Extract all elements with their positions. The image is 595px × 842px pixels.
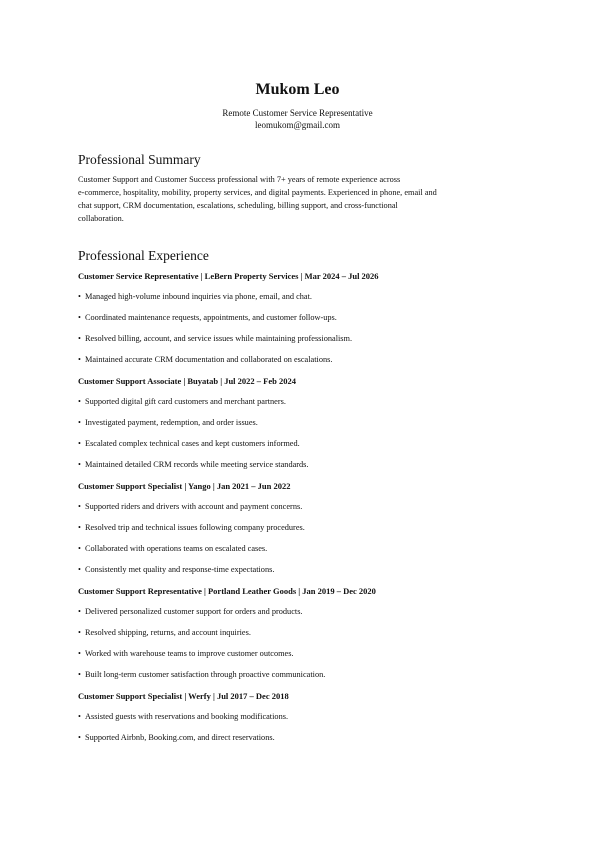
bullet-icon: • xyxy=(78,733,81,742)
bullet-icon: • xyxy=(78,607,81,616)
bullet-icon: • xyxy=(78,334,81,343)
bullet-icon: • xyxy=(78,502,81,511)
bullet-text: Resolved shipping, returns, and account inquiries. xyxy=(85,628,251,637)
job-bullet xyxy=(78,333,352,345)
bullet-text: Resolved trip and technical issues following company procedures. xyxy=(85,523,305,532)
bullet-icon: • xyxy=(78,523,81,532)
contact-email: leomukom@gmail.com xyxy=(254,120,341,130)
job-bullet xyxy=(78,711,288,723)
job-title: Customer Service Representative | LeBern Property Services | Mar 2024 – Jul 2026 xyxy=(78,271,379,281)
bullet-text: Maintained detailed CRM records while meeting service standards. xyxy=(85,460,309,469)
job-bullet xyxy=(78,291,312,303)
bullet-icon: • xyxy=(78,292,81,301)
bullet-icon: • xyxy=(78,439,81,448)
bullet-icon: • xyxy=(78,397,81,406)
bullet-text: Maintained accurate CRM documentation and collaborated on escalations. xyxy=(85,355,333,364)
bullet-icon: • xyxy=(78,712,81,721)
job-title: Customer Support Representative | Portland Leather Goods | Jan 2019 – Dec 2020 xyxy=(78,586,376,596)
bullet-text: Supported riders and drivers with account and payment concerns. xyxy=(85,502,303,511)
bullet-text: Investigated payment, redemption, and order issues. xyxy=(85,418,258,427)
candidate-name: Mukom Leo xyxy=(255,81,340,98)
bullet-text: Consistently met quality and response-time expectations. xyxy=(85,565,275,574)
bullet-text: Escalated complex technical cases and kept customers informed. xyxy=(85,439,300,448)
bullet-text: Supported Airbnb, Booking.com, and direct reservations. xyxy=(85,733,275,742)
bullet-icon: • xyxy=(78,355,81,364)
job-bullet xyxy=(78,564,274,576)
bullet-text: Built long-term customer satisfaction through proactive communication. xyxy=(85,670,326,679)
bullet-icon: • xyxy=(78,418,81,427)
job-bullet xyxy=(78,438,300,450)
bullet-icon: • xyxy=(78,313,81,322)
job-bullet xyxy=(78,606,303,618)
job-title: Customer Support Specialist | Werfy | Jul 2017 – Dec 2018 xyxy=(78,691,289,701)
bullet-icon: • xyxy=(78,649,81,658)
bullet-text: Delivered personalized customer support for orders and products. xyxy=(85,607,303,616)
job-bullet xyxy=(78,417,258,429)
job-bullet xyxy=(78,522,305,534)
job-bullet xyxy=(78,396,286,408)
bullet-text: Assisted guests with reservations and booking modifications. xyxy=(85,712,289,721)
bullet-icon: • xyxy=(78,628,81,637)
job-title: Customer Support Associate | Buyatab | Jul 2022 – Feb 2024 xyxy=(78,376,296,386)
job-title: Customer Support Specialist | Yango | Jan 2021 – Jun 2022 xyxy=(78,481,291,491)
experience-heading: Professional Experience xyxy=(78,248,209,263)
summary-heading: Professional Summary xyxy=(78,152,201,167)
summary-text: Customer Support and Customer Success professional with 7+ years of remote experience across e-commerce, hospitality, mobility, property services, and digital payments. Experienced in phone, email and chat support, CRM documentation, escalations, scheduling, billing support, and cross-functional collaboration. xyxy=(78,175,437,224)
job-target-title: Remote Customer Service Representative xyxy=(222,108,373,118)
job-bullet xyxy=(78,627,251,639)
bullet-text: Managed high-volume inbound inquiries via phone, email, and chat. xyxy=(85,292,312,301)
job-bullet xyxy=(78,501,302,513)
job-bullet xyxy=(78,459,309,471)
job-bullet xyxy=(78,543,267,555)
bullet-text: Worked with warehouse teams to improve customer outcomes. xyxy=(85,649,294,658)
bullet-icon: • xyxy=(78,544,81,553)
job-bullet xyxy=(78,312,337,324)
job-bullet xyxy=(78,354,332,366)
bullet-icon: • xyxy=(78,670,81,679)
bullet-text: Supported digital gift card customers and merchant partners. xyxy=(85,397,286,406)
bullet-text: Resolved billing, account, and service issues while maintaining professionalism. xyxy=(85,334,353,343)
job-bullet xyxy=(78,669,325,681)
job-bullet xyxy=(78,648,294,660)
bullet-icon: • xyxy=(78,565,81,574)
job-bullet xyxy=(78,732,275,744)
bullet-text: Coordinated maintenance requests, appointments, and customer follow-ups. xyxy=(85,313,337,322)
bullet-text: Collaborated with operations teams on escalated cases. xyxy=(85,544,268,553)
bullet-icon: • xyxy=(78,460,81,469)
